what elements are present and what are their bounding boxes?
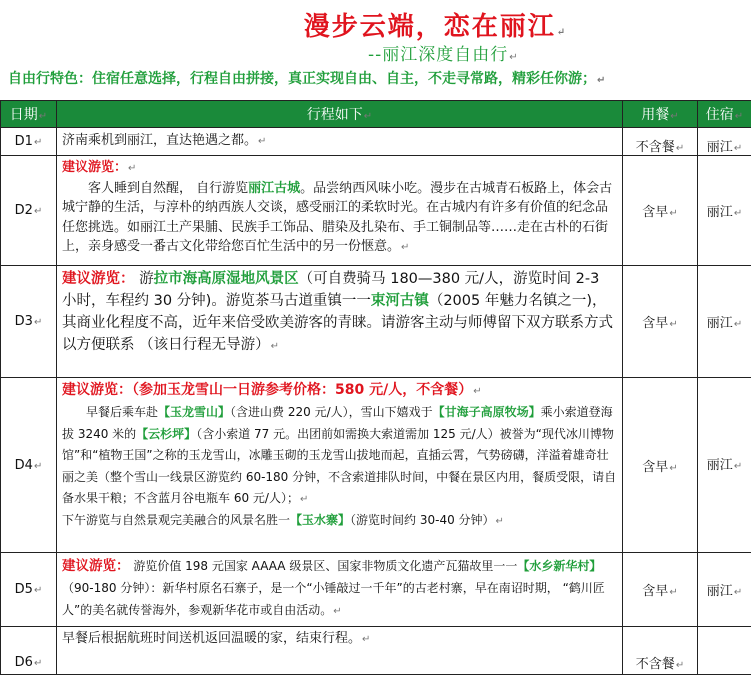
meals-cell: 不含餐↵ bbox=[623, 627, 698, 675]
day-cell: D5↵ bbox=[1, 553, 57, 627]
trip-features: 自由行特色：住宿任意选择，行程自由拼接，真正实现自由、自主，不走寻常路，精彩任你游；↵ bbox=[8, 68, 748, 88]
table-row bbox=[1, 553, 751, 627]
col-header-day: 日期↵ bbox=[1, 101, 57, 128]
itinerary-cell: 济南乘机到丽江，直达艳遇之都。↵ bbox=[57, 128, 623, 156]
day-cell: D6↵ bbox=[1, 627, 57, 675]
table-row bbox=[1, 156, 751, 266]
itinerary-cell: 建议游览：（参加玉龙雪山一日游参考价格：580 元/人，不含餐）↵ 早餐后乘车赴【玉龙雪山】（含进山费 220 元/人），雪山下嬉戏于【甘海子高原牧场】乘小索道登海拔 3240 米的【云杉坪】（含小索道 77 元。出团前如需换大索道需加 125 元/人）被誉为“现代冰川博物馆”和“植物王国”之称的玉龙雪山，冰雕玉砌的玉龙雪山拔地而起，直插云霄，气势磅礴，洋溢着雄奇壮丽之美（整个雪山一线景区游览约 60-180 分钟，不含索道排队时间，中餐在景区内用，餐质受限，请自备水果干粮；不含蓝月谷电瓶车 60 元/人）；↵ 下午游览与自然景观完美融合的风景名胜一【玉水寨】（游览时间约 30-40 分钟）↵ bbox=[57, 378, 623, 553]
suggestion-label: 建议游览： bbox=[62, 160, 127, 175]
col-header-itinerary: 行程如下↵ bbox=[57, 101, 623, 128]
attraction-highlight: 【云杉坪】 bbox=[136, 427, 196, 441]
itinerary-cell: 早餐后根据航班时间送机返回温暖的家，结束行程。↵ bbox=[57, 627, 623, 675]
stay-cell: 丽江↵ bbox=[698, 553, 751, 627]
attraction-highlight: 丽江古城 bbox=[248, 181, 300, 196]
meals-cell: 含早↵ bbox=[623, 553, 698, 627]
table-row bbox=[1, 378, 751, 553]
col-header-meals: 用餐↵ bbox=[623, 101, 698, 128]
attraction-highlight: 【玉水寨】 bbox=[290, 513, 350, 527]
stay-cell bbox=[698, 627, 751, 675]
day-cell: D3↵ bbox=[1, 266, 57, 378]
suggestion-label: 建议游览： bbox=[62, 271, 135, 287]
table-row bbox=[1, 266, 751, 378]
attraction-highlight: 【玉龙雪山】 bbox=[158, 405, 230, 419]
page-subtitle: --丽江深度自由行↵ bbox=[368, 40, 519, 65]
attraction-highlight: 拉市海高原湿地风景区 bbox=[154, 271, 299, 287]
day-cell: D1↵ bbox=[1, 128, 57, 156]
itinerary-cell: 建议游览： 游拉市海高原湿地风景区（可自费骑马 180—380 元/人，游览时间 2-3 小时，车程约 30 分钟)。游览茶马古道重镇一一束河古镇（2005 年魅力名镇之一)，其商业化程度不高，近年来倍受欧美游客的青睐。请游客主动与师傅留下双方联系方式以方便联系 （该日行程无导游）↵ bbox=[57, 266, 623, 378]
page-title: 漫步云端，恋在丽江↵ bbox=[0, 6, 751, 43]
table-header-row bbox=[1, 101, 751, 128]
attraction-highlight: 束河古镇 bbox=[371, 293, 429, 309]
attraction-highlight: 【水乡新华村】 bbox=[517, 559, 601, 573]
col-header-stay: 住宿↵ bbox=[698, 101, 751, 128]
itinerary-table bbox=[0, 100, 751, 675]
stay-cell: 丽江↵ bbox=[698, 156, 751, 266]
meals-cell: 含早↵ bbox=[623, 266, 698, 378]
day-cell: D4↵ bbox=[1, 378, 57, 553]
stay-cell: 丽江↵ bbox=[698, 128, 751, 156]
table-row bbox=[1, 128, 751, 156]
meals-cell: 不含餐↵ bbox=[623, 128, 698, 156]
suggestion-label: 建议游览：（参加玉龙雪山一日游参考价格：580 元/人，不含餐） bbox=[62, 382, 472, 398]
table-row bbox=[1, 627, 751, 675]
itinerary-cell: 建议游览： 游览价值 198 元国家 AAAA 级景区、国家非物质文化遗产瓦猫故里一一【水乡新华村】（90-180 分钟）：新华村原名石寨子，是一个“小锤敲过一千年”的古老村寨，早在南诏时期， “鹤川匠人”的美名就传誉海外，参观新华花市或自由活动。↵ bbox=[57, 553, 623, 627]
meals-cell: 含早↵ bbox=[623, 378, 698, 553]
suggestion-label: 建议游览： bbox=[62, 558, 130, 574]
day-cell: D2↵ bbox=[1, 156, 57, 266]
attraction-highlight: 【甘海子高原牧场】 bbox=[433, 405, 541, 419]
meals-cell: 含早↵ bbox=[623, 156, 698, 266]
stay-cell: 丽江↵ bbox=[698, 378, 751, 553]
itinerary-cell: 建议游览：↵ 客人睡到自然醒， 自行游览丽江古城。品尝纳西风味小吃。漫步在古城青石板路上，体会古城宁静的生活，与淳朴的纳西族人交谈，感受丽江的柔软时光。在古城内有许多有价值的纪念品任您挑选。如丽江土产果脯、民族手工饰品、腊染及扎染布、手工铜制品等……走在古朴的石街上，亲身感受一番古文化带给您百忙生活中的另一份惬意。↵ bbox=[57, 156, 623, 266]
stay-cell: 丽江↵ bbox=[698, 266, 751, 378]
